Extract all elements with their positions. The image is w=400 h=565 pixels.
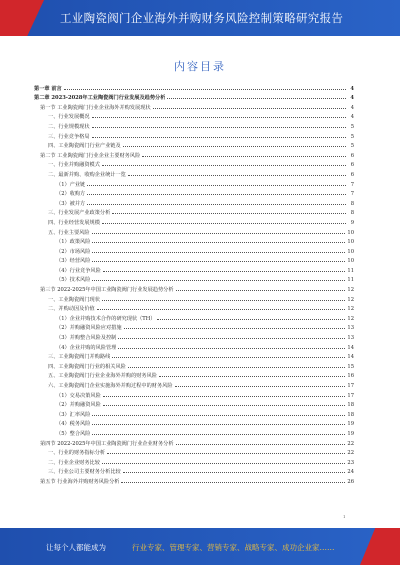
- toc-leader-dots: [92, 117, 346, 118]
- toc-entry[interactable]: [34, 408, 354, 418]
- page-number: 1: [343, 514, 346, 519]
- toc-entry-title: 三、工业陶瓷阀门并购路线: [48, 354, 111, 361]
- toc-entry-title: （4）行业竞争风险: [56, 267, 101, 274]
- toc-entry-page: 8: [350, 210, 354, 217]
- toc-entry-page: 22: [347, 440, 354, 447]
- toc-entry[interactable]: [34, 418, 354, 428]
- toc-entry-page: 13: [347, 325, 354, 332]
- toc-entry[interactable]: [34, 140, 354, 150]
- toc-entry[interactable]: [34, 322, 354, 332]
- toc-entry-page: 5: [350, 123, 354, 130]
- toc-entry[interactable]: [34, 168, 354, 178]
- toc-leader-dots: [112, 213, 346, 214]
- toc-entry-page: 19: [347, 430, 354, 437]
- toc-leader-dots: [87, 204, 346, 205]
- toc-leader-dots: [92, 434, 345, 435]
- toc-entry-page: 12: [347, 296, 354, 303]
- footer-slogan-highlight: 行业专家、管理专家、营销专家、战略专家、成功企业家……: [132, 543, 335, 552]
- toc-entry-title: （1）政策风险: [56, 239, 91, 246]
- table-of-contents: [34, 82, 354, 485]
- toc-leader-dots: [123, 472, 346, 473]
- toc-entry[interactable]: [34, 236, 354, 246]
- toc-entry-page: 10: [347, 248, 354, 255]
- toc-entry-title: （2）并购融资风险: [56, 402, 101, 409]
- toc-entry[interactable]: [34, 149, 354, 159]
- toc-leader-dots: [92, 424, 345, 425]
- toc-entry-page: 11: [347, 277, 354, 284]
- toc-leader-dots: [103, 271, 346, 272]
- toc-leader-dots: [92, 137, 346, 138]
- toc-leader-dots: [128, 175, 346, 176]
- toc-entry-page: 6: [350, 152, 354, 159]
- report-title: 工业陶瓷阀门企业海外并购财务风险控制策略研究报告: [60, 11, 344, 25]
- toc-entry-title: 五、行业主要风险: [48, 229, 90, 236]
- toc-leader-dots: [102, 223, 346, 224]
- toc-entry-page: 17: [347, 392, 354, 399]
- toc-entry-title: 第三节 2022-2025年中国工业陶瓷阀门行业发展趋势分析: [40, 287, 174, 294]
- toc-leader-dots: [176, 444, 346, 445]
- toc-leader-dots: [92, 233, 346, 234]
- toc-entry-title: 三、行业竞争格局: [48, 133, 90, 140]
- toc-entry-page: 26: [347, 478, 354, 485]
- toc-entry-title: 六、工业陶瓷阀门企业实施海外并购过程中的财务风险: [48, 383, 173, 389]
- toc-entry[interactable]: [34, 331, 354, 341]
- toc-leader-dots: [102, 300, 346, 301]
- toc-entry-page: 8: [350, 200, 354, 207]
- toc-entry-page: 10: [347, 229, 354, 236]
- toc-entry-title: （3）并购整合风险及控制: [56, 335, 117, 342]
- toc-entry-title: 第四节 2022-2025年中国工业陶瓷阀门行业企业财务分析: [40, 440, 174, 447]
- toc-entry[interactable]: [34, 466, 354, 476]
- toc-leader-dots: [175, 386, 346, 387]
- toc-entry[interactable]: [34, 264, 354, 274]
- toc-entry-title: 一、行业并购融资模式: [48, 162, 100, 169]
- toc-entry-title: （2）并购融资风险应对措施: [56, 325, 122, 332]
- toc-leader-dots: [64, 89, 346, 90]
- toc-leader-dots: [102, 463, 346, 464]
- toc-entry[interactable]: [34, 245, 354, 255]
- toc-entry-title: 四、工业陶瓷阀门行业的相关风险: [48, 363, 126, 370]
- toc-leader-dots: [123, 146, 346, 147]
- toc-leader-dots: [87, 194, 346, 195]
- toc-entry-title: （3）被并方: [56, 200, 86, 207]
- toc-entry[interactable]: [34, 312, 354, 322]
- toc-entry-page: 13: [347, 335, 354, 342]
- footer-slogan: 让每个人都能成为: [46, 543, 106, 552]
- toc-leader-dots: [112, 357, 345, 358]
- toc-entry-title: 三、行业发展产业政策分析: [48, 210, 111, 217]
- toc-entry-title: 一、行业的财务指标分析: [48, 450, 106, 457]
- toc-leader-dots: [124, 328, 346, 329]
- toc-entry-page: 12: [347, 315, 354, 322]
- toc-entry-page: 6: [350, 162, 354, 169]
- toc-leader-dots: [92, 415, 345, 416]
- toc-entry[interactable]: [34, 207, 354, 217]
- toc-entry[interactable]: [34, 447, 354, 457]
- toc-leader-dots: [92, 242, 345, 243]
- toc-leader-dots: [103, 405, 346, 406]
- toc-entry[interactable]: [34, 379, 354, 389]
- toc-entry[interactable]: [34, 197, 354, 207]
- toc-entry[interactable]: [34, 274, 354, 284]
- toc-entry-title: （2）市场风险: [56, 248, 91, 255]
- toc-entry-page: 17: [347, 383, 354, 389]
- toc-entry[interactable]: [34, 351, 354, 361]
- toc-entry-page: 24: [347, 469, 354, 476]
- toc-entry-title: 二、行业规模现状: [48, 123, 90, 130]
- toc-entry-page: 9: [350, 219, 354, 226]
- toc-entry[interactable]: [34, 341, 354, 351]
- toc-entry-title: （3）经营风险: [56, 258, 91, 265]
- toc-entry[interactable]: [34, 283, 354, 293]
- toc-entry[interactable]: [34, 456, 354, 466]
- toc-entry[interactable]: [34, 226, 354, 236]
- toc-heading: 内容目录: [174, 60, 226, 73]
- toc-entry-page: 23: [347, 459, 354, 466]
- toc-entry[interactable]: [34, 399, 354, 409]
- toc-entry[interactable]: [34, 370, 354, 380]
- toc-entry[interactable]: [34, 101, 354, 111]
- toc-entry-page: 16: [347, 373, 354, 380]
- toc-entry-page: 10: [347, 258, 354, 265]
- toc-entry-page: 14: [347, 354, 354, 361]
- toc-entry-page: 11: [347, 267, 354, 274]
- toc-entry-page: 6: [350, 171, 354, 178]
- toc-entry-title: （1）交易决策风险: [56, 392, 101, 399]
- toc-entry-title: （1）产业链: [56, 181, 86, 188]
- toc-leader-dots: [102, 165, 346, 166]
- toc-leader-dots: [92, 252, 345, 253]
- toc-leader-dots: [107, 453, 345, 454]
- toc-entry-page: 7: [350, 181, 354, 188]
- toc-entry-page: 4: [350, 95, 354, 102]
- toc-entry[interactable]: [34, 159, 354, 169]
- toc-entry-page: 4: [350, 104, 354, 111]
- toc-entry-page: 18: [347, 411, 354, 418]
- toc-entry-page: 5: [350, 143, 354, 150]
- toc-entry[interactable]: [34, 293, 354, 303]
- toc-leader-dots: [92, 280, 345, 281]
- toc-entry-title: （4）税务风险: [56, 421, 91, 428]
- toc-leader-dots: [176, 290, 346, 291]
- toc-entry[interactable]: [34, 360, 354, 370]
- toc-entry[interactable]: [34, 130, 354, 140]
- toc-entry-title: 二、行业企业财务比较: [48, 459, 100, 466]
- toc-entry-page: 12: [347, 306, 354, 313]
- toc-entry-title: 四、行业经营发展规模: [48, 219, 100, 226]
- toc-entry-title: 第二节 工业陶瓷阀门行业企业主要财务风险: [40, 152, 141, 159]
- toc-entry-page: 4: [350, 85, 354, 92]
- toc-entry[interactable]: [34, 437, 354, 447]
- toc-entry-title: 第一章 前言: [34, 85, 62, 92]
- toc-leader-dots: [121, 482, 345, 483]
- toc-entry-page: 7: [350, 191, 354, 198]
- toc-entry-page: 10: [347, 239, 354, 246]
- toc-entry-page: 4: [350, 114, 354, 121]
- toc-entry[interactable]: [34, 427, 354, 437]
- toc-entry[interactable]: [34, 111, 354, 121]
- toc-entry[interactable]: [34, 178, 354, 188]
- toc-entry[interactable]: [34, 255, 354, 265]
- toc-leader-dots: [97, 309, 346, 310]
- toc-leader-dots: [167, 98, 346, 99]
- toc-entry[interactable]: [34, 82, 354, 92]
- toc-entry-page: 14: [347, 344, 354, 351]
- toc-entry-title: （4）企业并购的风险管理: [56, 344, 117, 351]
- toc-entry-page: 12: [347, 287, 354, 294]
- toc-entry[interactable]: [34, 475, 354, 485]
- toc-entry-title: 第二章 2023-2028年工业陶瓷阀门行业发展及趋势分析: [34, 95, 166, 102]
- toc-leader-dots: [153, 108, 346, 109]
- toc-entry-page: 19: [347, 421, 354, 428]
- toc-leader-dots: [142, 156, 346, 157]
- toc-entry-page: 22: [347, 450, 354, 457]
- toc-leader-dots: [92, 261, 345, 262]
- toc-leader-dots: [157, 319, 345, 320]
- toc-leader-dots: [118, 338, 345, 339]
- toc-leader-dots: [118, 348, 345, 349]
- toc-entry-title: （3）汇率风险: [56, 411, 91, 418]
- toc-leader-dots: [103, 396, 346, 397]
- toc-entry[interactable]: [34, 120, 354, 130]
- toc-leader-dots: [87, 185, 346, 186]
- toc-entry-title: 一、行业发展概况: [48, 114, 90, 121]
- toc-entry-title: （2）收购方: [56, 191, 86, 198]
- toc-entry[interactable]: [34, 303, 354, 313]
- toc-entry-title: 第五节 行业海外并购财务风险分析: [40, 478, 120, 485]
- toc-entry-title: 一、工业陶瓷阀门现状: [48, 296, 100, 303]
- toc-entry-page: 18: [347, 402, 354, 409]
- toc-entry[interactable]: [34, 389, 354, 399]
- toc-entry-title: 三、行业公司主要财务分析比较: [48, 469, 121, 476]
- toc-entry[interactable]: [34, 92, 354, 102]
- toc-entry-title: 五、工业陶瓷阀门行业企业海外并购的财务风险: [48, 373, 157, 380]
- toc-entry-page: 5: [350, 133, 354, 140]
- toc-entry-title: 第一节 工业陶瓷阀门行业企业海外并购发展现状: [40, 104, 151, 111]
- toc-entry-title: （1）企业并购技术合作的研究现状（TH）: [56, 315, 156, 322]
- toc-entry[interactable]: [34, 216, 354, 226]
- toc-leader-dots: [128, 367, 346, 368]
- toc-entry-page: 15: [347, 363, 354, 370]
- toc-entry-title: （5）技术风险: [56, 277, 91, 284]
- toc-entry-title: 二、最新并购、收购企业统计一览: [48, 171, 126, 178]
- toc-leader-dots: [159, 376, 345, 377]
- toc-entry-title: 四、工业陶瓷阀门行业产业链及: [48, 143, 121, 150]
- toc-entry-title: （5）整合风险: [56, 430, 91, 437]
- toc-leader-dots: [92, 127, 346, 128]
- toc-entry-title: 二、并购动因及价值: [48, 306, 95, 313]
- toc-entry[interactable]: [34, 188, 354, 198]
